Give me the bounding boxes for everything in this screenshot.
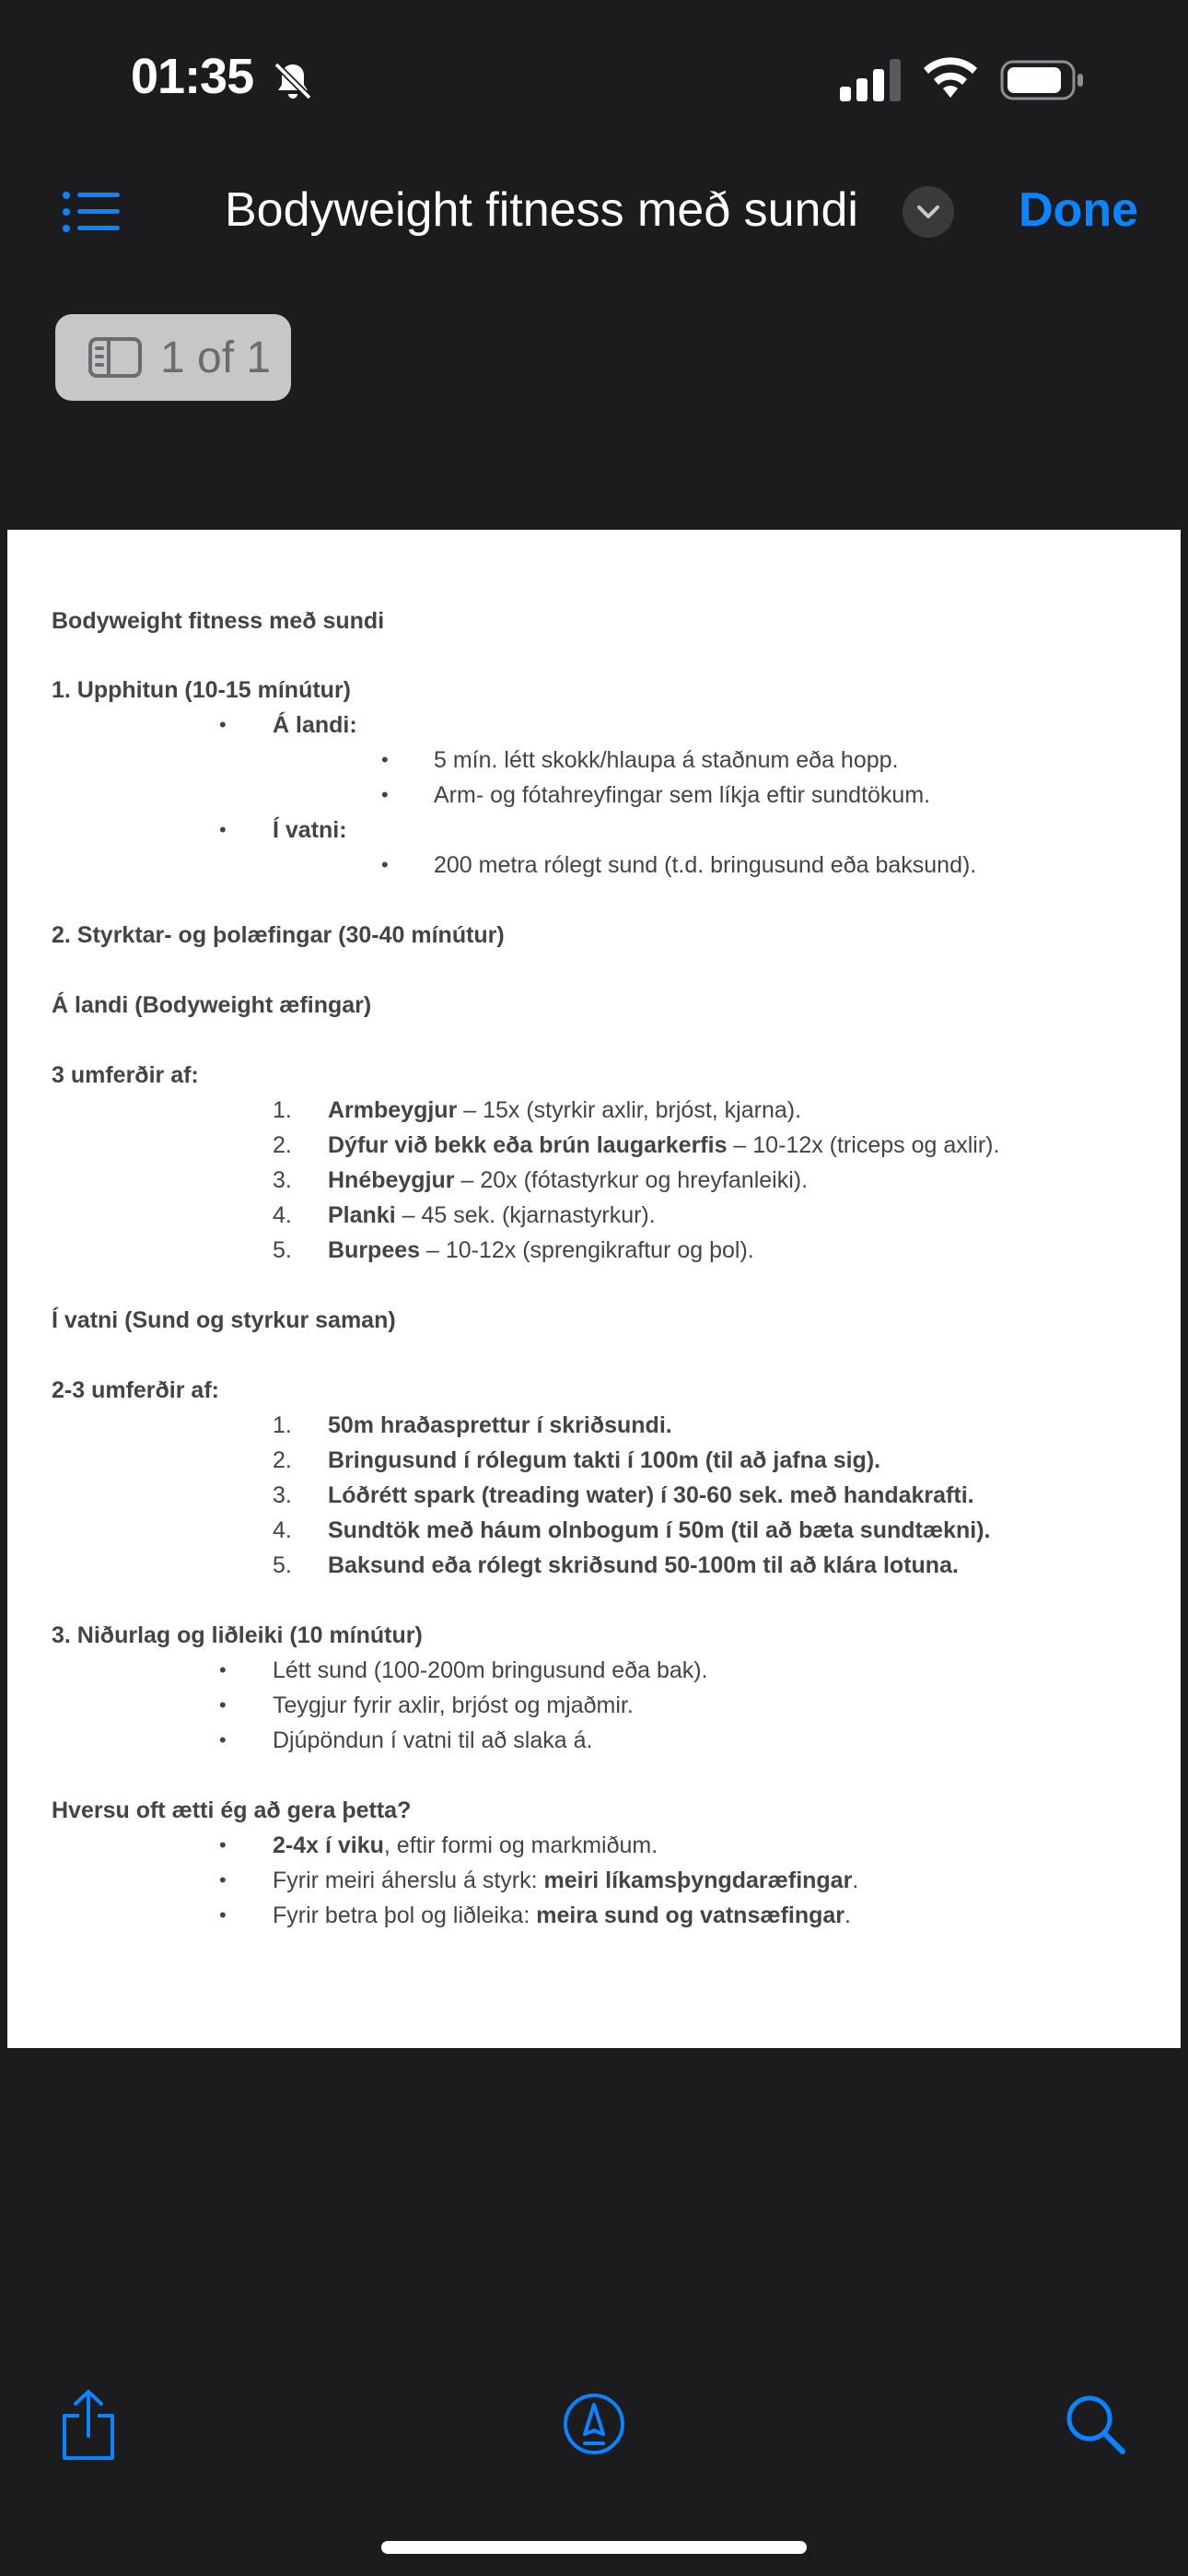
list-item: Dýfur við bekk eða brún laugarkerfis – 10-12x (triceps og axlir). bbox=[328, 1132, 1000, 1158]
list-item: 5. bbox=[273, 1237, 292, 1263]
list-item: 4. bbox=[273, 1202, 292, 1228]
bullet: • bbox=[219, 713, 227, 736]
bullet: • bbox=[381, 748, 389, 771]
title-menu-button[interactable] bbox=[903, 186, 954, 238]
doc-title: Bodyweight fitness með sundi bbox=[52, 608, 385, 634]
list-item: 2. bbox=[273, 1132, 292, 1158]
navigation-bar bbox=[0, 166, 1188, 258]
bullet: • bbox=[219, 1728, 227, 1751]
list-item: Fyrir meiri áherslu á styrk: meiri líkamsþyngdaræfingar. bbox=[273, 1868, 859, 1893]
markup-pen-icon[interactable] bbox=[562, 2392, 626, 2456]
warmup-water-item: 200 metra rólegt sund (t.d. bringusund eða baksund). bbox=[434, 852, 977, 878]
bottom-toolbar bbox=[0, 2377, 1188, 2469]
bullet: • bbox=[219, 1693, 227, 1716]
bell-slash-icon bbox=[271, 59, 315, 103]
chevron-down-icon bbox=[915, 203, 941, 221]
land-rounds: 3 umferðir af: bbox=[52, 1062, 199, 1088]
warmup-land-item: Arm- og fótahreyfingar sem líkja eftir sundtökum. bbox=[434, 782, 931, 808]
list-item: 3. bbox=[273, 1482, 292, 1508]
page-indicator[interactable] bbox=[55, 314, 291, 401]
sidebar-icon bbox=[88, 337, 142, 378]
document-page[interactable] bbox=[7, 530, 1181, 2048]
list-item: 5. bbox=[273, 1552, 292, 1578]
list-item: 3. bbox=[273, 1167, 292, 1193]
list-item: 1. bbox=[273, 1412, 292, 1438]
section-strength-heading: 2. Styrktar- og þolæfingar (30-40 mínútur) bbox=[52, 922, 505, 948]
status-time: 01:35 bbox=[131, 49, 254, 104]
wifi-icon bbox=[921, 55, 980, 101]
list-item: Armbeygjur – 15x (styrkir axlir, brjóst, kjarna). bbox=[328, 1097, 802, 1123]
water-rounds: 2-3 umferðir af: bbox=[52, 1377, 219, 1403]
bullet: • bbox=[219, 818, 227, 841]
done-button[interactable]: Done bbox=[1019, 183, 1138, 237]
list-item: Lóðrétt spark (treading water) í 30-60 sek. með handakrafti. bbox=[328, 1482, 974, 1508]
bullet: • bbox=[219, 1833, 227, 1856]
list-item: Planki – 45 sek. (kjarnastyrkur). bbox=[328, 1202, 656, 1228]
section-warmup-heading: 1. Upphitun (10-15 mínútur) bbox=[52, 677, 351, 703]
bullet: • bbox=[381, 783, 389, 806]
warmup-water-label: Í vatni: bbox=[273, 817, 347, 843]
list-item: Sundtök með háum olnbogum í 50m (til að bæta sundtækni). bbox=[328, 1517, 991, 1543]
land-heading: Á landi (Bodyweight æfingar) bbox=[52, 992, 372, 1018]
list-item: Djúpöndun í vatni til að slaka á. bbox=[273, 1727, 593, 1753]
page-indicator-label: 1 of 1 bbox=[160, 333, 272, 382]
share-icon[interactable] bbox=[57, 2388, 120, 2462]
battery-icon bbox=[1000, 59, 1085, 101]
list-item: 50m hraðasprettur í skriðsundi. bbox=[328, 1412, 672, 1438]
section-cooldown-heading: 3. Niðurlag og liðleiki (10 mínútur) bbox=[52, 1622, 423, 1648]
frequency-heading: Hversu oft ætti ég að gera þetta? bbox=[52, 1797, 412, 1823]
list-item: 2. bbox=[273, 1447, 292, 1473]
status-bar bbox=[0, 0, 1188, 157]
bullet: • bbox=[219, 1868, 227, 1891]
bullet: • bbox=[381, 853, 389, 876]
list-item: Bringusund í rólegum takti í 100m (til að jafna sig). bbox=[328, 1447, 881, 1473]
list-item: Teygjur fyrir axlir, brjóst og mjaðmir. bbox=[273, 1692, 634, 1718]
list-item: Baksund eða rólegt skriðsund 50-100m til að klára lotuna. bbox=[328, 1552, 959, 1578]
water-heading: Í vatni (Sund og styrkur saman) bbox=[52, 1307, 396, 1333]
list-item: Hnébeygjur – 20x (fótastyrkur og hreyfanleiki). bbox=[328, 1167, 809, 1193]
document-title[interactable]: Bodyweight fitness með sundi bbox=[225, 183, 858, 237]
home-indicator[interactable] bbox=[381, 2541, 807, 2554]
list-icon[interactable] bbox=[57, 179, 123, 245]
list-item: Fyrir betra þol og liðleika: meira sund og vatnsæfingar. bbox=[273, 1903, 851, 1928]
search-icon[interactable] bbox=[1063, 2392, 1127, 2456]
list-item: Burpees – 10-12x (sprengikraftur og þol). bbox=[328, 1237, 754, 1263]
bullet: • bbox=[219, 1658, 227, 1681]
warmup-land-item: 5 mín. létt skokk/hlaupa á staðnum eða hopp. bbox=[434, 747, 899, 773]
list-item: 4. bbox=[273, 1517, 292, 1543]
warmup-land-label: Á landi: bbox=[273, 712, 357, 738]
list-item: 1. bbox=[273, 1097, 292, 1123]
cellular-signal-icon bbox=[840, 59, 903, 101]
list-item: 2-4x í viku, eftir formi og markmiðum. bbox=[273, 1832, 658, 1858]
list-item: Létt sund (100-200m bringusund eða bak). bbox=[273, 1657, 708, 1683]
bullet: • bbox=[219, 1903, 227, 1926]
